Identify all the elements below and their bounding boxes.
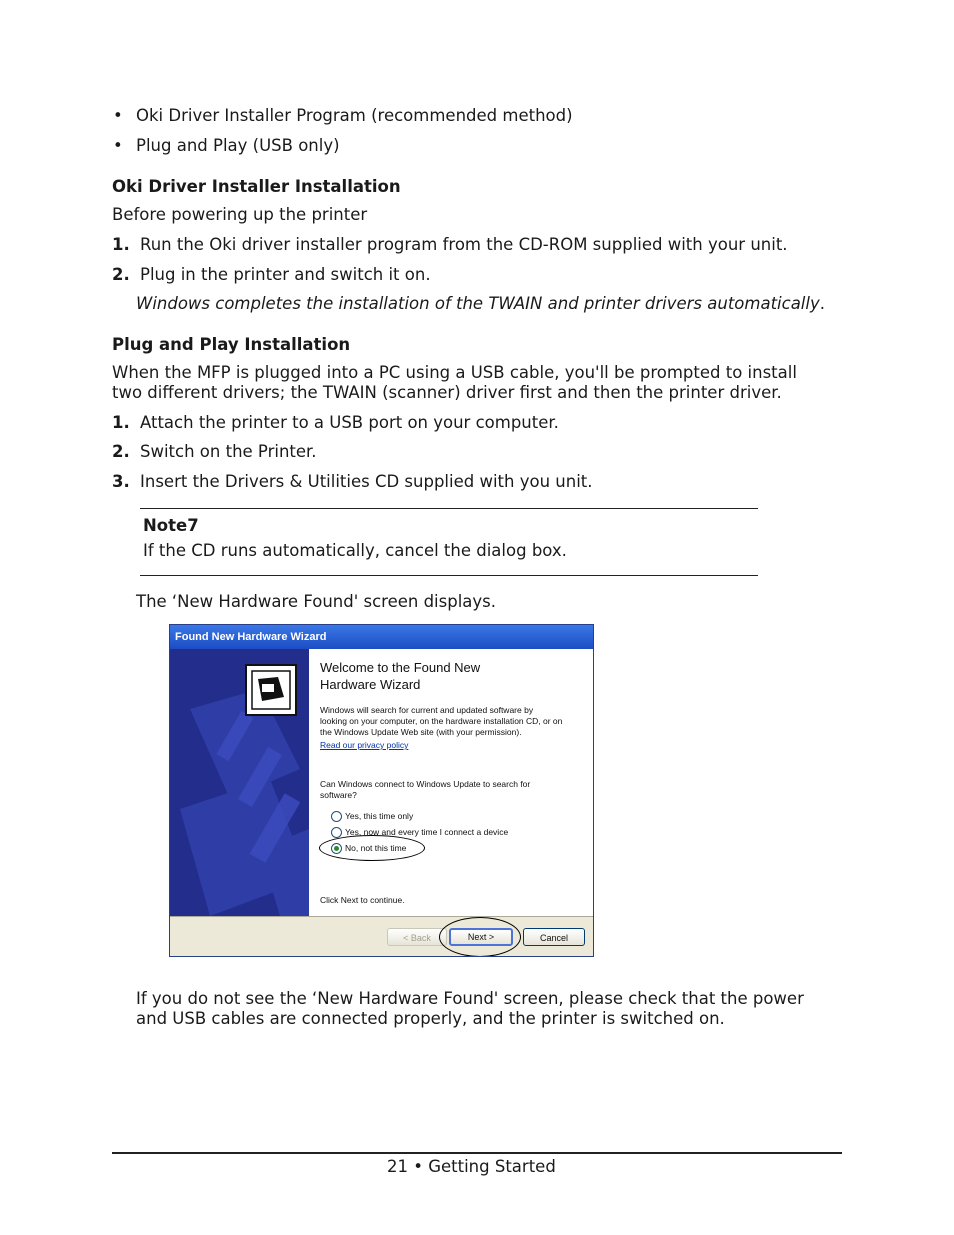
note-top-rule [140,508,758,509]
step-number: 1. [112,413,130,432]
section-intro: When the MFP is plugged into a PC using a USB cable, you'll be prompted to install [112,363,797,382]
radio-yes-once[interactable] [331,811,342,822]
section-heading: Plug and Play Installation [112,335,351,354]
wizard-content [309,649,593,916]
cancel-button[interactable]: Cancel [523,928,585,946]
step-number: 1. [112,235,130,254]
wizard-description: Windows will search for current and updated software by [320,705,534,715]
screen-caption: The ‘New Hardware Found' screen displays. [136,592,497,611]
bullet-text: Plug and Play (USB only) [136,136,340,155]
step-item [112,413,559,432]
bullet-item [136,136,340,155]
footer-rule [112,1152,842,1154]
wizard-description: the Windows Update Web site (with your permission). [320,727,522,737]
section-heading: Oki Driver Installer Installation [112,177,401,196]
step-item [112,265,431,284]
step-item [112,235,788,254]
radio-yes-always[interactable] [331,827,342,838]
result-period: . [819,294,825,313]
wizard-heading: Welcome to the Found New [320,660,481,675]
banner-graphic [170,649,309,916]
step-number: 3. [112,472,130,491]
wizard-button-bar [170,916,593,956]
step-text: Attach the printer to a USB port on your computer. [140,413,559,432]
note-text: If the CD runs automatically, cancel the dialog box. [143,541,567,560]
wizard-question: Can Windows connect to Windows Update to search for [320,779,531,789]
note-title: Note7 [143,516,199,535]
step-item [112,442,317,461]
highlight-ellipse [439,917,521,957]
step-text: Run the Oki driver installer program from the CD-ROM supplied with your unit. [140,235,788,254]
page-footer: 21 • Getting Started [387,1157,556,1176]
step-result [136,294,825,313]
wizard-screenshot [169,624,594,957]
back-button[interactable]: < Back [387,928,447,946]
next-button[interactable]: Next > [449,928,513,946]
wizard-continue-text: Click Next to continue. [320,895,405,905]
bullet-text: Oki Driver Installer Program (recommended method) [136,106,573,125]
privacy-policy-link[interactable]: Read our privacy policy [320,740,409,750]
radio-label[interactable]: Yes, this time only [345,811,414,821]
wizard-description: looking on your computer, on the hardware installation CD, or on [320,716,563,726]
wizard-title-bar: Found New Hardware Wizard [170,625,593,649]
radio-label[interactable]: Yes, now and every time I connect a device [345,827,509,837]
step-text: Switch on the Printer. [140,442,317,461]
step-text: Plug in the printer and switch it on. [140,265,431,284]
step-number: 2. [112,265,130,284]
footer-note: and USB cables are connected properly, and the printer is switched on. [136,1009,725,1028]
wizard-banner [170,649,309,916]
section-intro: two different drivers; the TWAIN (scanner) driver first and then the printer driver. [112,383,782,402]
footer-note: If you do not see the ‘New Hardware Found' screen, please check that the power [136,989,804,1008]
bullet-item [136,106,573,125]
step-number: 2. [112,442,130,461]
section-intro: Before powering up the printer [112,205,368,224]
step-text: Insert the Drivers & Utilities CD supplied with you unit. [140,472,593,491]
radio-label[interactable]: No, not this time [345,843,407,853]
wizard-question: software? [320,790,357,800]
note-bottom-rule [140,575,758,576]
wizard-heading: Hardware Wizard [320,677,421,692]
highlight-ellipse [319,835,425,861]
step-item [112,472,593,491]
result-text: Windows completes the installation of the TWAIN and printer drivers automatically [136,294,820,313]
